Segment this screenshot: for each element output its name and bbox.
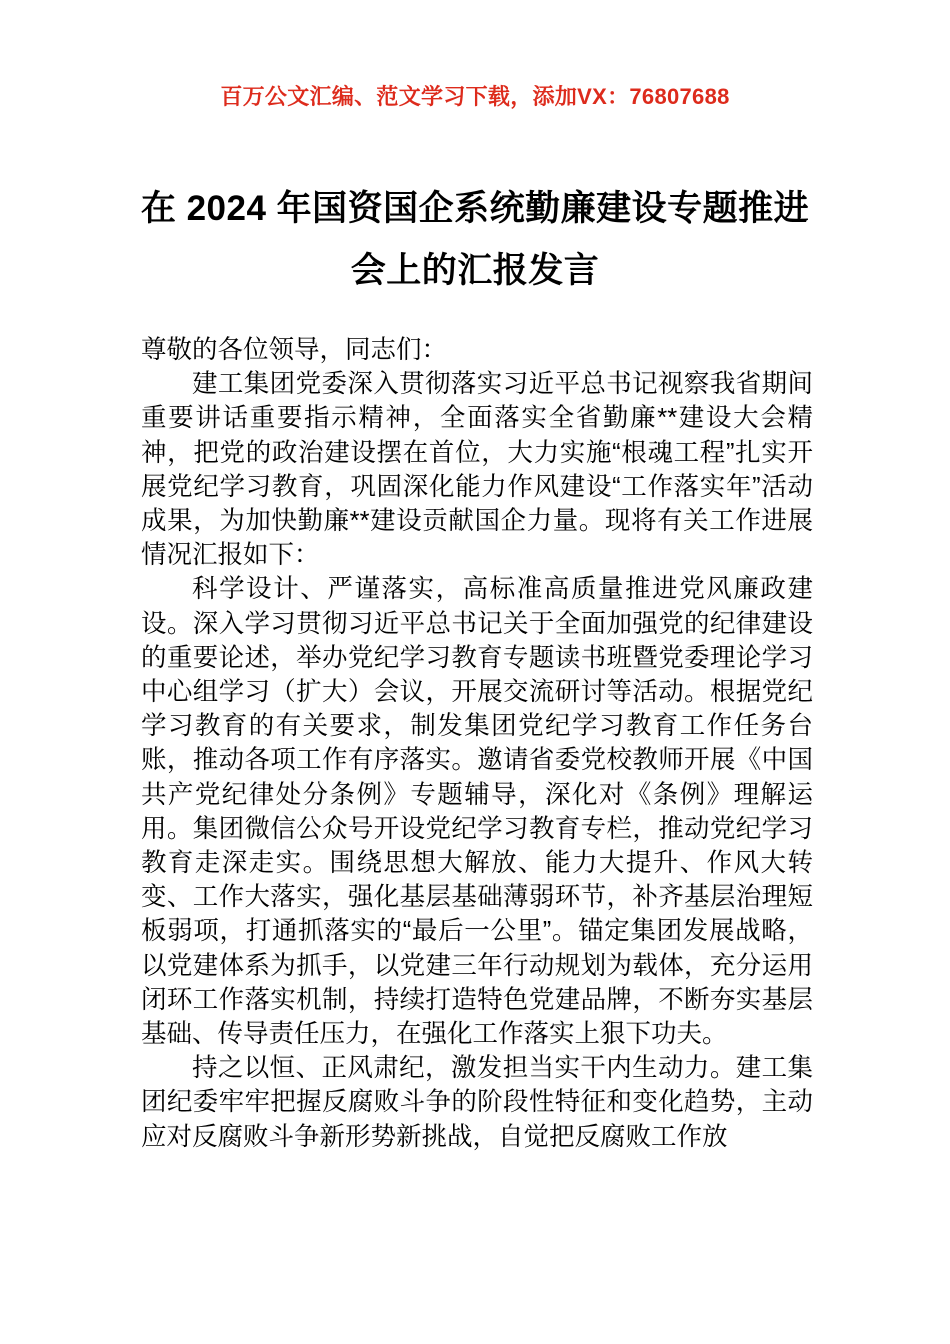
salutation: 尊敬的各位领导，同志们：	[141, 336, 448, 364]
document-body	[141, 333, 813, 1154]
body-paragraph-2: 科学设计、严谨落实，高标准高质量推进党风廉政建设。深入学习贯彻习近平总书记关于全面加强党的纪律建设的重要论述，举办党纪学习教育专题读书班暨党委理论学习中心组学习（扩大）会议，开展交流研讨等活动。根据党纪学习教育的有关要求，制发集团党纪学习教育工作任务台账，推动各项工作有序落实。邀请省委党校教师开展《中国共产党纪律处分条例》专题辅导，深化对《条例》理解运用。集团微信公众号开设党纪学习教育专栏，推动党纪学习教育走深走实。围绕思想大解放、能力大提升、作风大转变、工作大落实，强化基层基础薄弱环节，补齐基层治理短板弱项，打通抓落实的“最后一公里”。锚定集团发展战略，以党建体系为抓手，以党建三年行动规划为载体，充分运用闭环工作落实机制，持续打造特色党建品牌，不断夯实基层基础、传导责任压力，在强化工作落实上狠下功夫。	[141, 575, 813, 1049]
body-paragraph-3: 持之以恒、正风肃纪，激发担当实干内生动力。建工集团纪委牢牢把握反腐败斗争的阶段性特征和变化趋势，主动应对反腐败斗争新形势新挑战，自觉把反腐败工作放	[141, 1054, 813, 1151]
page-title-line-1: 在 2024 年国资国企系统勤廉建设专题推进	[140, 189, 810, 228]
promo-header-text: 百万公文汇编、范文学习下载，添加VX：76807688	[220, 84, 730, 109]
body-paragraph-1: 建工集团党委深入贯彻落实习近平总书记视察我省期间重要讲话重要指示精神，全面落实全省勤廉**建设大会精神，把党的政治建设摆在首位，大力实施“根魂工程”扎实开展党纪学习教育，巩固深化能力作风建设“工作落实年”活动成果，为加快勤廉**建设贡献国企力量。现将有关工作进展情况汇报如下：	[141, 370, 813, 570]
page-title	[125, 178, 825, 302]
page-title-line-2: 会上的汇报发言	[350, 251, 600, 290]
